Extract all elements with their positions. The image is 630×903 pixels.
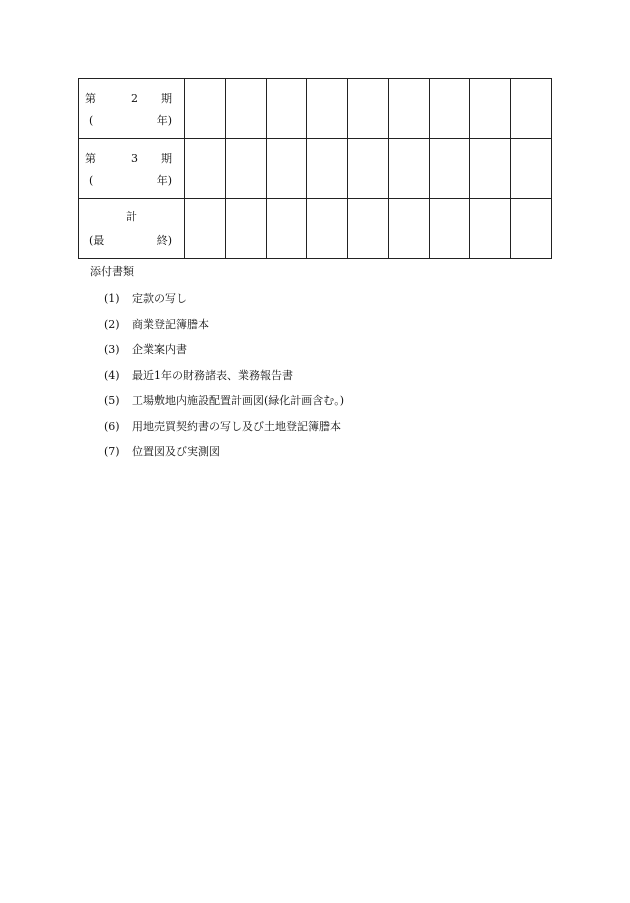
final-open: (最: [89, 234, 105, 247]
list-item: [104, 444, 344, 470]
year-open: (: [89, 174, 94, 187]
table-cell: [511, 199, 552, 259]
list-item: [104, 393, 344, 419]
period-number: 3: [131, 152, 138, 165]
table-row: [79, 79, 552, 139]
item-number: (3): [104, 343, 120, 356]
total-label: 計: [126, 210, 137, 223]
list-item: [104, 419, 344, 445]
item-text: 定款の写し: [132, 292, 187, 305]
period-prefix: 第: [85, 152, 96, 165]
period-label-cell: [79, 79, 185, 139]
final-close: 終): [156, 234, 172, 247]
attachments-heading: 添付書類: [90, 265, 134, 278]
item-number: (6): [104, 419, 120, 433]
table-cell: [429, 139, 470, 199]
item-text: 工場敷地内施設配置計画図(緑化計画含む。): [132, 394, 345, 407]
table-cell: [307, 199, 348, 259]
table-cell: [388, 79, 429, 139]
table-cell: [470, 199, 511, 259]
item-number: (1): [104, 292, 120, 305]
list-item: [104, 317, 344, 343]
item-number: (4): [104, 368, 120, 382]
table-cell: [470, 139, 511, 199]
item-number: (2): [104, 317, 120, 331]
item-number: (7): [104, 445, 120, 458]
table-cell: [429, 199, 470, 259]
table-cell: [511, 139, 552, 199]
table-cell: [185, 139, 226, 199]
item-text: 最近1年の財務諸表、業務報告書: [132, 368, 293, 382]
period-suffix: 期: [161, 152, 172, 165]
table-cell: [348, 199, 389, 259]
item-text: 用地売買契約書の写し及び土地登記簿謄本: [132, 419, 341, 433]
year-close: 年): [156, 174, 172, 187]
period-prefix: 第: [85, 92, 96, 105]
table-cell: [185, 79, 226, 139]
table-cell: [388, 139, 429, 199]
table-cell: [511, 79, 552, 139]
period-number: 2: [131, 92, 138, 105]
period-label-cell: [79, 139, 185, 199]
table-cell: [185, 199, 226, 259]
table-cell: [225, 199, 266, 259]
table-cell: [470, 79, 511, 139]
table-cell: [225, 139, 266, 199]
table-cell: [266, 139, 307, 199]
total-label-cell: [79, 199, 185, 259]
table-cell: [307, 79, 348, 139]
table-cell: [266, 79, 307, 139]
table-cell: [307, 139, 348, 199]
list-item: [104, 368, 344, 394]
table-cell: [348, 79, 389, 139]
table-cell: [266, 199, 307, 259]
item-text: 企業案内書: [132, 343, 187, 356]
period-suffix: 期: [161, 92, 172, 105]
period-table: [78, 78, 552, 259]
attachments-list: [104, 291, 344, 470]
item-text: 位置図及び実測図: [132, 445, 220, 458]
list-item: [104, 291, 344, 317]
year-open: (: [89, 114, 94, 127]
year-close: 年): [156, 114, 172, 127]
table-row: [79, 139, 552, 199]
item-number: (5): [104, 394, 120, 407]
table-cell: [348, 139, 389, 199]
table-cell: [225, 79, 266, 139]
table-cell: [429, 79, 470, 139]
list-item: [104, 342, 344, 368]
table-cell: [388, 199, 429, 259]
table-row-total: [79, 199, 552, 259]
item-text: 商業登記簿謄本: [132, 317, 209, 331]
